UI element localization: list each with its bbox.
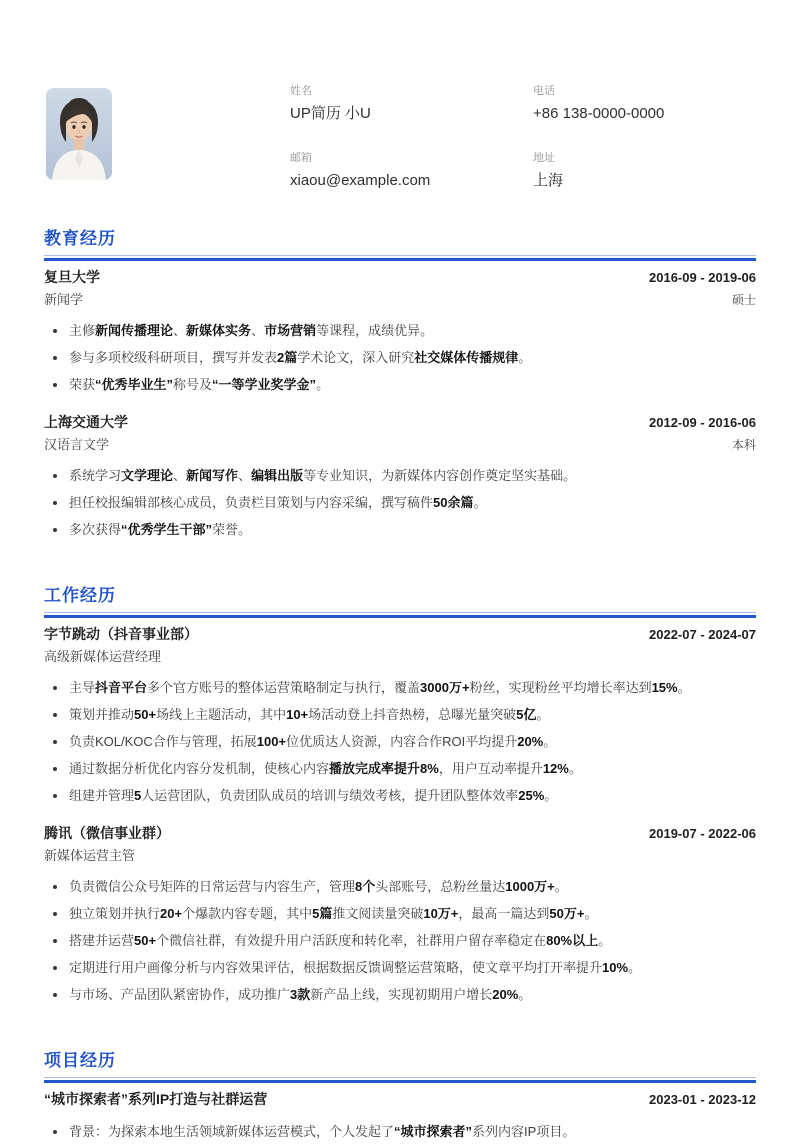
bullet-segment: 12% (542, 761, 569, 776)
bullet-segment: 。 (316, 377, 330, 392)
bullet-segment: 10万+ (423, 906, 459, 921)
phone-label: 电话 (533, 85, 555, 97)
section-rule-thin (44, 1077, 756, 1078)
bullet-item (44, 317, 756, 344)
section-rule-thin (44, 255, 756, 256)
entry-date: 2016-09 - 2019-06 (649, 270, 756, 285)
entry-head (44, 267, 756, 288)
bullet-list (44, 1118, 756, 1145)
bullet-segment: 15% (651, 680, 678, 695)
bullet-segment: 。 (628, 960, 642, 975)
bullet-segment: 社交媒体传播规律 (414, 350, 519, 365)
bullet-text (69, 701, 756, 728)
bullet-item (44, 900, 756, 927)
bullet-segment: 2篇 (277, 350, 298, 365)
entry-date: 2023-01 - 2023-12 (649, 1092, 756, 1107)
entry-heading: 腾讯（微信事业群） (44, 825, 170, 841)
section-rule (44, 612, 756, 618)
bullet-list (44, 674, 756, 809)
bullet-item (44, 927, 756, 954)
bullet-item (44, 981, 756, 1008)
bullet-text (69, 927, 756, 954)
bullet-segment: 系列内容IP项目。 (472, 1124, 576, 1139)
bullet-segment: 系统学习 (69, 468, 122, 483)
bullet-segment: “优秀学生干部” (121, 522, 213, 537)
bullet-list (44, 873, 756, 1008)
bullet-text (69, 516, 756, 543)
bullet-segment: 编辑出版 (251, 468, 304, 483)
bullet-text (69, 954, 756, 981)
bullet-text (69, 344, 756, 371)
entry-heading: “城市探索者”系列IP打造与社群运营 (44, 1091, 268, 1107)
bullet-segment: 担任校报编辑部核心成员，负责栏目策划与内容采编，撰写稿件 (69, 495, 434, 510)
section-rule-thin (44, 612, 756, 613)
bullet-segment: 。 (543, 734, 557, 749)
section-rule-thick (44, 615, 756, 618)
bullet-item (44, 1118, 756, 1145)
entry (44, 267, 756, 398)
entry-heading: 字节跳动（抖音事业部） (44, 626, 198, 642)
bullet-text (69, 755, 756, 782)
bullet-text (69, 981, 756, 1008)
bullet-segment: 。 (584, 906, 598, 921)
bullet-segment: 新产品上线，实现初期用户增长 (310, 987, 493, 1002)
bullet-text (69, 371, 756, 398)
bullet-segment: 50+ (134, 933, 157, 948)
bullet-segment: 。 (473, 495, 487, 510)
section-title: 教育经历 (44, 229, 116, 248)
entry-sub (44, 436, 756, 454)
bullet-segment: 文学理论 (121, 468, 174, 483)
field-phone (533, 84, 756, 124)
bullet-segment: 20% (517, 734, 544, 749)
bullet-segment: 50万+ (549, 906, 585, 921)
bullet-text (69, 900, 756, 927)
entry (44, 624, 756, 809)
section-rule (44, 1077, 756, 1083)
bullet-dot (53, 740, 57, 744)
bullet-item (44, 462, 756, 489)
address-label: 地址 (533, 152, 555, 164)
bullet-item (44, 728, 756, 755)
bullet-dot (53, 885, 57, 889)
bullet-segment: 。 (598, 933, 612, 948)
entry-heading: 上海交通大学 (44, 414, 128, 430)
contact-info (290, 84, 756, 191)
bullet-segment: 负责KOL/KOC合作与管理，拓展 (69, 734, 257, 749)
bullet-segment: 个微信社群，有效提升用户活跃度和转化率，社群用户留存率稳定在 (156, 933, 547, 948)
bullet-dot (53, 993, 57, 997)
entry-head (44, 412, 756, 433)
bullet-item (44, 371, 756, 398)
bullet-dot (53, 329, 57, 333)
entry-sub (44, 847, 756, 865)
bullet-segment: 主导 (69, 680, 96, 695)
bullet-segment: 50+ (134, 707, 157, 722)
bullet-segment: 负责微信公众号矩阵的日常运营与内容生产，管理 (69, 879, 356, 894)
section (44, 585, 756, 1008)
entry-head (44, 823, 756, 844)
resume-sections (44, 228, 756, 1145)
bullet-text (69, 317, 756, 344)
bullet-dot (53, 1130, 57, 1134)
bullet-segment: 与市场、产品团队紧密协作，成功推广 (69, 987, 291, 1002)
bullet-item (44, 674, 756, 701)
bullet-segment: 策划并推动 (69, 707, 135, 722)
bullet-segment: 1000万+ (505, 879, 555, 894)
bullet-segment: 称号及 (173, 377, 213, 392)
bullet-item (44, 954, 756, 981)
bullet-segment: 定期进行用户画像分析与内容效果评估，根据数据反馈调整运营策略，使文章平均打开率提升 (69, 960, 603, 975)
section (44, 1050, 756, 1145)
bullet-segment: 多个官方账号的整体运营策略制定与执行，覆盖 (147, 680, 421, 695)
bullet-dot (53, 939, 57, 943)
email-value: xiaou@example.com (290, 172, 431, 189)
bullet-segment: 背景：为探索本地生活领域新媒体运营模式，个人发起了 (69, 1124, 395, 1139)
bullet-segment: 100+ (256, 734, 287, 749)
entry (44, 823, 756, 1008)
bullet-list (44, 317, 756, 398)
bullet-segment: 通过数据分析优化内容分发机制，使核心内容 (69, 761, 330, 776)
entry-heading: 复旦大学 (44, 269, 100, 285)
bullet-segment: 组建并管理 (69, 788, 135, 803)
bullet-segment: 。 (518, 987, 532, 1002)
bullet-dot (53, 966, 57, 970)
bullet-segment: 新媒体实务 (186, 323, 252, 338)
bullet-segment: 10% (602, 960, 629, 975)
bullet-dot (53, 767, 57, 771)
bullet-segment: 25% (518, 788, 545, 803)
entry-subheading: 新闻学 (44, 292, 84, 307)
section (44, 228, 756, 543)
bullet-segment: 10+ (286, 707, 309, 722)
entry (44, 412, 756, 543)
bullet-segment: 多次获得 (69, 522, 122, 537)
bullet-segment: 5亿 (516, 707, 537, 722)
bullet-item (44, 701, 756, 728)
section-title: 项目经历 (44, 1051, 116, 1070)
name-label: 姓名 (290, 85, 312, 97)
bullet-segment: 个爆款内容专题，其中 (182, 906, 313, 921)
bullet-segment: 推文阅读量突破 (332, 906, 424, 921)
bullet-segment: 粉丝，实现粉丝平均增长率达到 (469, 680, 652, 695)
bullet-segment: 5篇 (312, 906, 333, 921)
resume-header (44, 0, 756, 228)
bullet-text (69, 674, 756, 701)
bullet-segment: 。 (568, 761, 582, 776)
bullet-segment: 5 (134, 788, 142, 803)
bullet-segment: “优秀毕业生” (95, 377, 174, 392)
bullet-segment: 50余篇 (433, 495, 474, 510)
bullet-segment: 新闻写作 (186, 468, 239, 483)
bullet-dot (53, 528, 57, 532)
section-rule-thick (44, 258, 756, 261)
bullet-segment: 等专业知识，为新媒体内容创作奠定坚实基础。 (303, 468, 577, 483)
bullet-segment: 新闻传播理论 (95, 323, 174, 338)
bullet-segment: 位优质达人资源，内容合作ROI平均提升 (286, 734, 518, 749)
bullet-item (44, 516, 756, 543)
bullet-segment: 、 (173, 323, 187, 338)
bullet-segment: 3款 (290, 987, 311, 1002)
bullet-segment: 。 (518, 350, 532, 365)
bullet-segment: 、 (251, 323, 265, 338)
bullet-item (44, 489, 756, 516)
bullet-text (69, 489, 756, 516)
bullet-item (44, 755, 756, 782)
bullet-segment: 市场营销 (264, 323, 317, 338)
bullet-segment: 荣获 (69, 377, 96, 392)
bullet-text (69, 1118, 756, 1145)
section-title: 工作经历 (44, 586, 116, 605)
bullet-segment: 场活动登上抖音热榜，总曝光量突破 (308, 707, 517, 722)
entry-date: 2019-07 - 2022-06 (649, 826, 756, 841)
entry-head (44, 624, 756, 645)
entry-subright: 硕士 (731, 293, 756, 307)
bullet-segment: 荣誉。 (212, 522, 252, 537)
bullet-segment: 80%以上 (546, 933, 599, 948)
entry-date: 2022-07 - 2024-07 (649, 627, 756, 642)
bullet-segment: 、 (173, 468, 187, 483)
bullet-segment: 20+ (160, 906, 183, 921)
bullet-segment: 8个 (355, 879, 376, 894)
bullet-segment: 等课程，成绩优异。 (316, 323, 434, 338)
bullet-segment: 。 (544, 788, 558, 803)
address-value: 上海 (533, 172, 564, 189)
field-address (533, 151, 756, 191)
entry-subheading: 新媒体运营主管 (44, 848, 136, 863)
bullet-segment: 参与多项校级科研项目，撰写并发表 (69, 350, 278, 365)
entry-subheading: 高级新媒体运营经理 (44, 649, 162, 664)
bullet-segment: 3000万+ (420, 680, 470, 695)
bullet-segment: 。 (554, 879, 568, 894)
section-rule-thick (44, 1080, 756, 1083)
field-email (290, 151, 533, 191)
bullet-dot (53, 794, 57, 798)
bullet-item (44, 873, 756, 900)
bullet-text (69, 782, 756, 809)
entry (44, 1089, 756, 1145)
bullet-dot (53, 383, 57, 387)
name-value: UP简历 小U (290, 105, 371, 122)
entry-sub (44, 648, 756, 666)
avatar-graphic (46, 88, 112, 180)
bullet-list (44, 462, 756, 543)
bullet-segment: ，用户互动率提升 (438, 761, 543, 776)
section-rule (44, 255, 756, 261)
field-name (290, 84, 533, 124)
bullet-item (44, 344, 756, 371)
bullet-dot (53, 686, 57, 690)
bullet-segment: “城市探索者” (394, 1124, 473, 1139)
entry-head (44, 1089, 756, 1110)
bullet-segment: 人运营团队，负责团队成员的培训与绩效考核，提升团队整体效率 (141, 788, 519, 803)
bullet-text (69, 462, 756, 489)
phone-value: +86 138-0000-0000 (533, 105, 665, 122)
bullet-segment: 播放完成率提升8% (329, 761, 439, 776)
bullet-segment: 、 (238, 468, 252, 483)
bullet-segment: 搭建并运营 (69, 933, 135, 948)
bullet-segment: “一等学业奖学金” (212, 377, 317, 392)
bullet-segment: 场线上主题活动，其中 (156, 707, 287, 722)
bullet-segment: 学术论文，深入研究 (297, 350, 415, 365)
entry-subheading: 汉语言文学 (44, 437, 110, 452)
bullet-dot (53, 501, 57, 505)
bullet-segment: 20% (492, 987, 519, 1002)
profile-photo (46, 88, 112, 180)
bullet-text (69, 728, 756, 755)
bullet-dot (53, 474, 57, 478)
entry-sub (44, 291, 756, 309)
bullet-segment: ，最高一篇达到 (458, 906, 550, 921)
bullet-item (44, 782, 756, 809)
bullet-segment: 抖音平台 (95, 680, 148, 695)
bullet-dot (53, 356, 57, 360)
bullet-segment: 主修 (69, 323, 96, 338)
bullet-segment: 。 (536, 707, 550, 722)
bullet-text (69, 873, 756, 900)
bullet-segment: 头部账号，总粉丝量达 (375, 879, 506, 894)
entry-subright: 本科 (731, 438, 756, 452)
bullet-segment: 。 (677, 680, 691, 695)
bullet-dot (53, 912, 57, 916)
bullet-segment: 独立策划并执行 (69, 906, 161, 921)
entry-date: 2012-09 - 2016-06 (649, 415, 756, 430)
bullet-dot (53, 713, 57, 717)
email-label: 邮箱 (290, 152, 312, 164)
